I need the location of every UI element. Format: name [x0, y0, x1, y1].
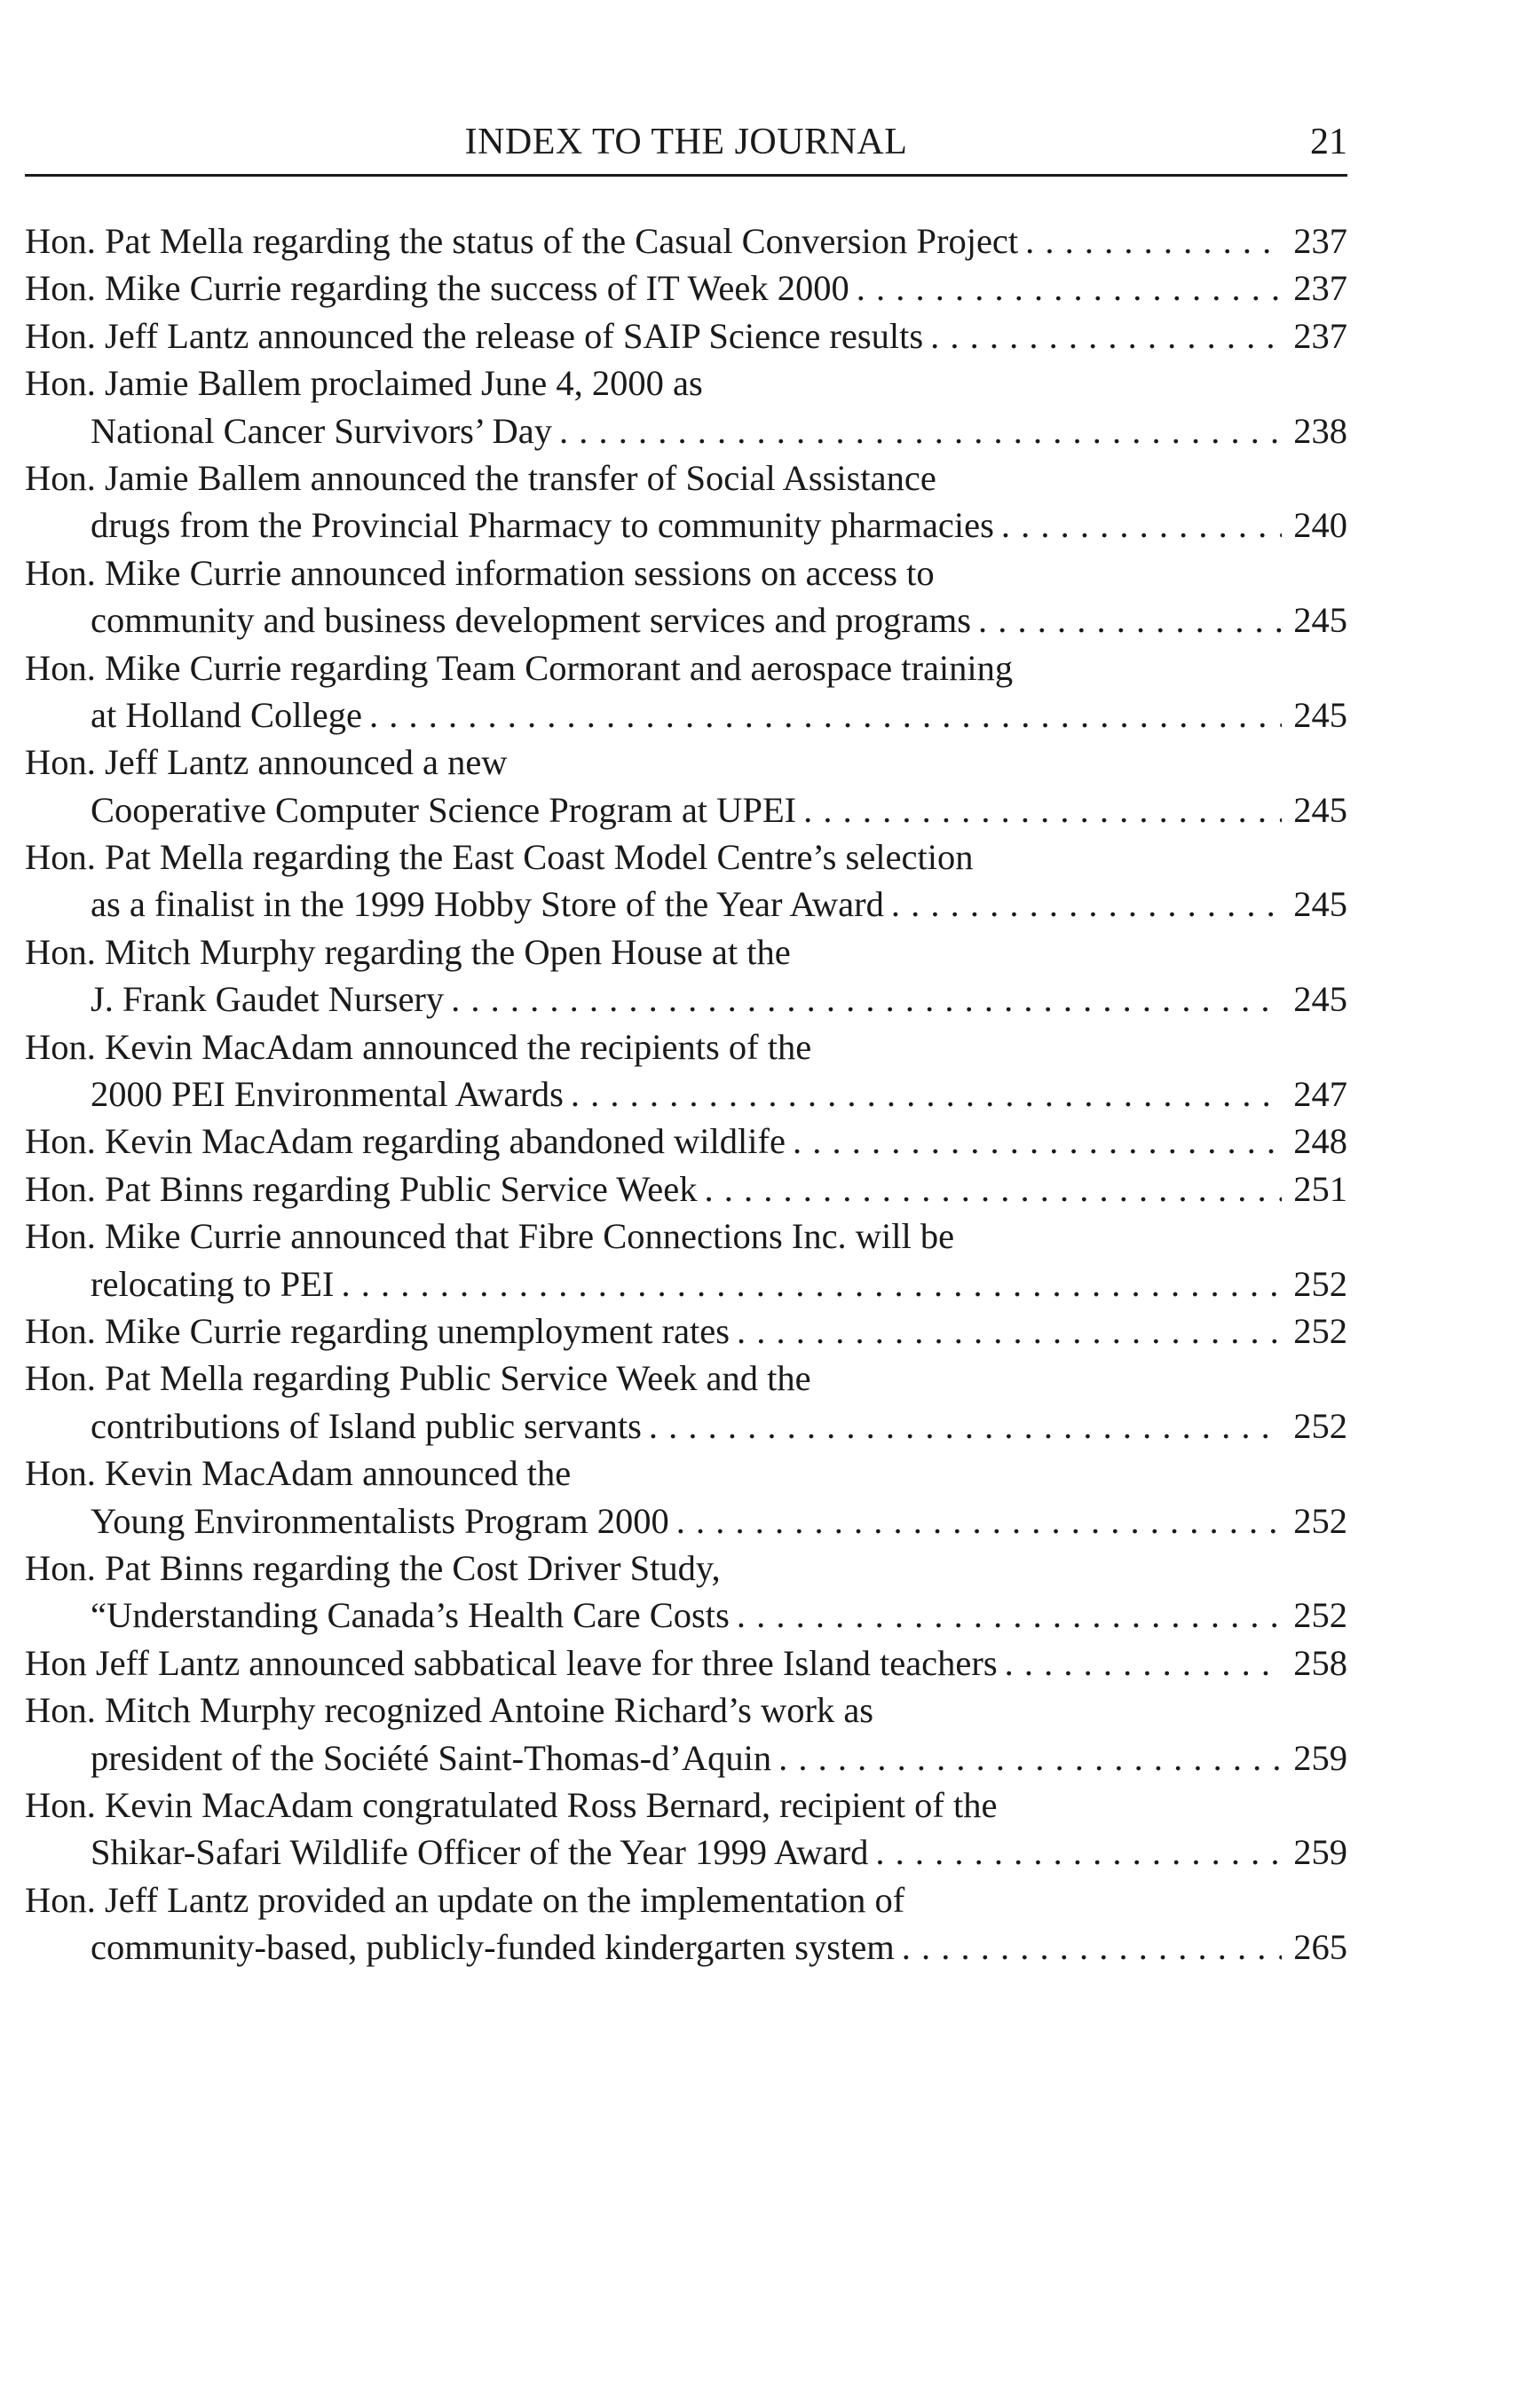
index-entry: [25, 454, 1347, 549]
index-entry: [25, 359, 1347, 454]
index-entry: [25, 739, 1347, 834]
entry-text: Hon. Pat Binns regarding Public Service Week: [25, 1168, 698, 1209]
entry-page-ref: 245: [1293, 694, 1347, 735]
index-entry: [25, 1450, 1347, 1545]
entry-continuation-line: [25, 1260, 1347, 1308]
entry-text: Hon. Mike Currie announced that Fibre Connections Inc. will be: [25, 1216, 955, 1257]
entry-page-ref: 252: [1293, 1500, 1347, 1541]
entry-text: Hon. Mike Currie announced information sessions on access to: [25, 552, 935, 593]
index-entry: [25, 1165, 1347, 1213]
dot-leader: [737, 1308, 1282, 1355]
entry-text: Hon. Mike Currie regarding unemployment rates: [25, 1310, 731, 1351]
entry-text: Hon Jeff Lantz announced sabbatical leave for three Island teachers: [25, 1642, 998, 1683]
entry-page-ref: 245: [1293, 600, 1347, 641]
entry-page-ref: 237: [1293, 221, 1347, 261]
dot-leader: [571, 1071, 1282, 1118]
entry-line: [25, 1355, 1347, 1402]
entry-text: Hon. Jeff Lantz provided an update on the implementation of: [25, 1879, 905, 1920]
index-entry: [25, 217, 1347, 265]
entry-page-ref: 252: [1293, 1595, 1347, 1636]
entry-page-ref: 251: [1293, 1168, 1347, 1209]
index-entry: [25, 1687, 1347, 1782]
entry-line: [25, 1545, 1347, 1592]
entry-text: relocating to PEI: [91, 1263, 335, 1304]
entry-page-ref: 245: [1293, 789, 1347, 830]
entry-continuation-line: [25, 502, 1347, 549]
entry-line: [25, 1687, 1347, 1734]
entry-continuation-line: [25, 1592, 1347, 1639]
entry-line: [25, 644, 1347, 691]
entry-page-ref: 252: [1293, 1405, 1347, 1446]
running-head: [25, 115, 1347, 177]
entry-text: Hon. Kevin MacAdam regarding abandoned wildlife: [25, 1121, 786, 1162]
entry-text: National Cancer Survivors’ Day: [91, 410, 552, 451]
entry-page-ref: 258: [1293, 1642, 1347, 1683]
entry-text: Hon. Kevin MacAdam announced the recipients of the: [25, 1026, 812, 1067]
dot-leader: [737, 1592, 1282, 1639]
entry-continuation-line: [25, 786, 1347, 834]
entry-line: [25, 1876, 1347, 1924]
entry-text: drugs from the Provincial Pharmacy to community pharmacies: [91, 505, 994, 546]
entry-continuation-line: [25, 1829, 1347, 1876]
entry-line: [25, 1213, 1347, 1260]
dot-leader: [1001, 502, 1282, 549]
entry-text: Cooperative Computer Science Program at UPEI: [91, 789, 797, 830]
entry-line: [25, 265, 1347, 312]
entry-text: Hon. Pat Binns regarding the Cost Driver Study,: [25, 1547, 721, 1588]
dot-leader: [559, 407, 1282, 454]
dot-leader: [649, 1402, 1282, 1450]
entry-text: Hon. Mike Currie regarding the success of IT Week 2000: [25, 268, 849, 309]
entry-line: [25, 454, 1347, 502]
entry-text: J. Frank Gaudet Nursery: [91, 979, 445, 1020]
entry-page-ref: 248: [1293, 1121, 1347, 1162]
page-number: 21: [1310, 122, 1347, 162]
entry-page-ref: 238: [1293, 410, 1347, 451]
dot-leader: [875, 1829, 1282, 1876]
index-entry: [25, 1023, 1347, 1118]
index-entry: [25, 312, 1347, 359]
entry-text: Hon. Kevin MacAdam announced the: [25, 1453, 572, 1494]
dot-leader: [676, 1497, 1282, 1545]
index-entry: [25, 1213, 1347, 1308]
dot-leader: [369, 691, 1282, 739]
entry-continuation-line: [25, 407, 1347, 454]
entry-page-ref: 245: [1293, 979, 1347, 1020]
dot-leader: [803, 786, 1282, 834]
entry-page-ref: 240: [1293, 505, 1347, 546]
entry-line: [25, 1782, 1347, 1829]
entry-page-ref: 252: [1293, 1263, 1347, 1304]
entry-text: at Holland College: [91, 694, 362, 735]
dot-leader: [1025, 217, 1282, 265]
entry-text: Hon. Pat Mella regarding Public Service Week and the: [25, 1358, 811, 1399]
entry-continuation-line: [25, 1402, 1347, 1450]
entry-continuation-line: [25, 1734, 1347, 1782]
entry-line: [25, 1165, 1347, 1213]
entry-text: “Understanding Canada’s Health Care Costs: [91, 1595, 730, 1636]
entry-line: [25, 1639, 1347, 1687]
dot-leader: [1005, 1639, 1282, 1687]
entry-continuation-line: [25, 1497, 1347, 1545]
entry-page-ref: 247: [1293, 1074, 1347, 1115]
entry-page-ref: 252: [1293, 1310, 1347, 1351]
index-entry: [25, 265, 1347, 312]
entry-line: [25, 549, 1347, 597]
entry-text: Hon. Kevin MacAdam congratulated Ross Bernard, recipient of the: [25, 1784, 998, 1825]
entry-line: [25, 217, 1347, 265]
index-entry: [25, 1782, 1347, 1876]
entry-text: Hon. Jeff Lantz announced a new: [25, 742, 508, 783]
entry-text: Shikar-Safari Wildlife Officer of the Year 1999 Award: [91, 1832, 869, 1873]
entry-text: 2000 PEI Environmental Awards: [91, 1074, 564, 1115]
entry-page-ref: 245: [1293, 884, 1347, 925]
entry-text: Hon. Mitch Murphy recognized Antoine Richard’s work as: [25, 1690, 874, 1731]
entry-continuation-line: [25, 691, 1347, 739]
index-entry: [25, 1308, 1347, 1355]
entry-text: president of the Société Saint-Thomas-d’Aquin: [91, 1737, 772, 1778]
dot-leader: [793, 1118, 1282, 1165]
entry-page-ref: 237: [1293, 268, 1347, 309]
index-entry: [25, 928, 1347, 1023]
entry-line: [25, 1118, 1347, 1165]
entry-line: [25, 834, 1347, 881]
dot-leader: [902, 1924, 1282, 1971]
entry-line: [25, 1023, 1347, 1071]
index-list: [25, 217, 1347, 1971]
index-entry: [25, 1118, 1347, 1165]
dot-leader: [891, 881, 1282, 928]
entry-page-ref: 259: [1293, 1832, 1347, 1873]
index-entry: [25, 644, 1347, 739]
dot-leader: [704, 1165, 1282, 1213]
dot-leader: [978, 597, 1282, 644]
entry-text: Hon. Mike Currie regarding Team Cormorant and aerospace training: [25, 647, 1014, 688]
running-title: INDEX TO THE JOURNAL: [464, 122, 908, 162]
entry-line: [25, 312, 1347, 359]
entry-continuation-line: [25, 1071, 1347, 1118]
index-entry: [25, 1639, 1347, 1687]
dot-leader: [930, 312, 1282, 359]
entry-page-ref: 265: [1293, 1927, 1347, 1968]
entry-text: community and business development services and programs: [91, 600, 972, 641]
entry-line: [25, 1308, 1347, 1355]
entry-line: [25, 1450, 1347, 1497]
entry-page-ref: 259: [1293, 1737, 1347, 1778]
dot-leader: [857, 265, 1282, 312]
entry-line: [25, 739, 1347, 786]
entry-text: community-based, publicly-funded kindergarten system: [91, 1927, 895, 1968]
index-entry: [25, 549, 1347, 644]
dot-leader: [451, 976, 1282, 1023]
entry-text: Hon. Pat Mella regarding the status of the Casual Conversion Project: [25, 221, 1019, 261]
dot-leader: [778, 1734, 1282, 1782]
entry-text: Hon. Jamie Ballem announced the transfer of Social Assistance: [25, 457, 936, 498]
entry-text: Hon. Pat Mella regarding the East Coast Model Centre’s selection: [25, 837, 974, 878]
index-entry: [25, 1545, 1347, 1639]
index-entry: [25, 1355, 1347, 1450]
entry-line: [25, 928, 1347, 976]
entry-text: Hon. Jeff Lantz announced the release of SAIP Science results: [25, 315, 924, 356]
index-entry: [25, 1876, 1347, 1971]
index-entry: [25, 834, 1347, 928]
dot-leader: [341, 1260, 1282, 1308]
entry-text: as a finalist in the 1999 Hobby Store of the Year Award: [91, 884, 884, 925]
entry-continuation-line: [25, 1924, 1347, 1971]
entry-text: Young Environmentalists Program 2000: [91, 1500, 669, 1541]
entry-text: Hon. Jamie Ballem proclaimed June 4, 2000 as: [25, 363, 703, 404]
entry-continuation-line: [25, 976, 1347, 1023]
entry-page-ref: 237: [1293, 315, 1347, 356]
entry-text: contributions of Island public servants: [91, 1405, 642, 1446]
entry-continuation-line: [25, 881, 1347, 928]
entry-continuation-line: [25, 597, 1347, 644]
entry-line: [25, 359, 1347, 407]
entry-text: Hon. Mitch Murphy regarding the Open House at the: [25, 931, 791, 972]
